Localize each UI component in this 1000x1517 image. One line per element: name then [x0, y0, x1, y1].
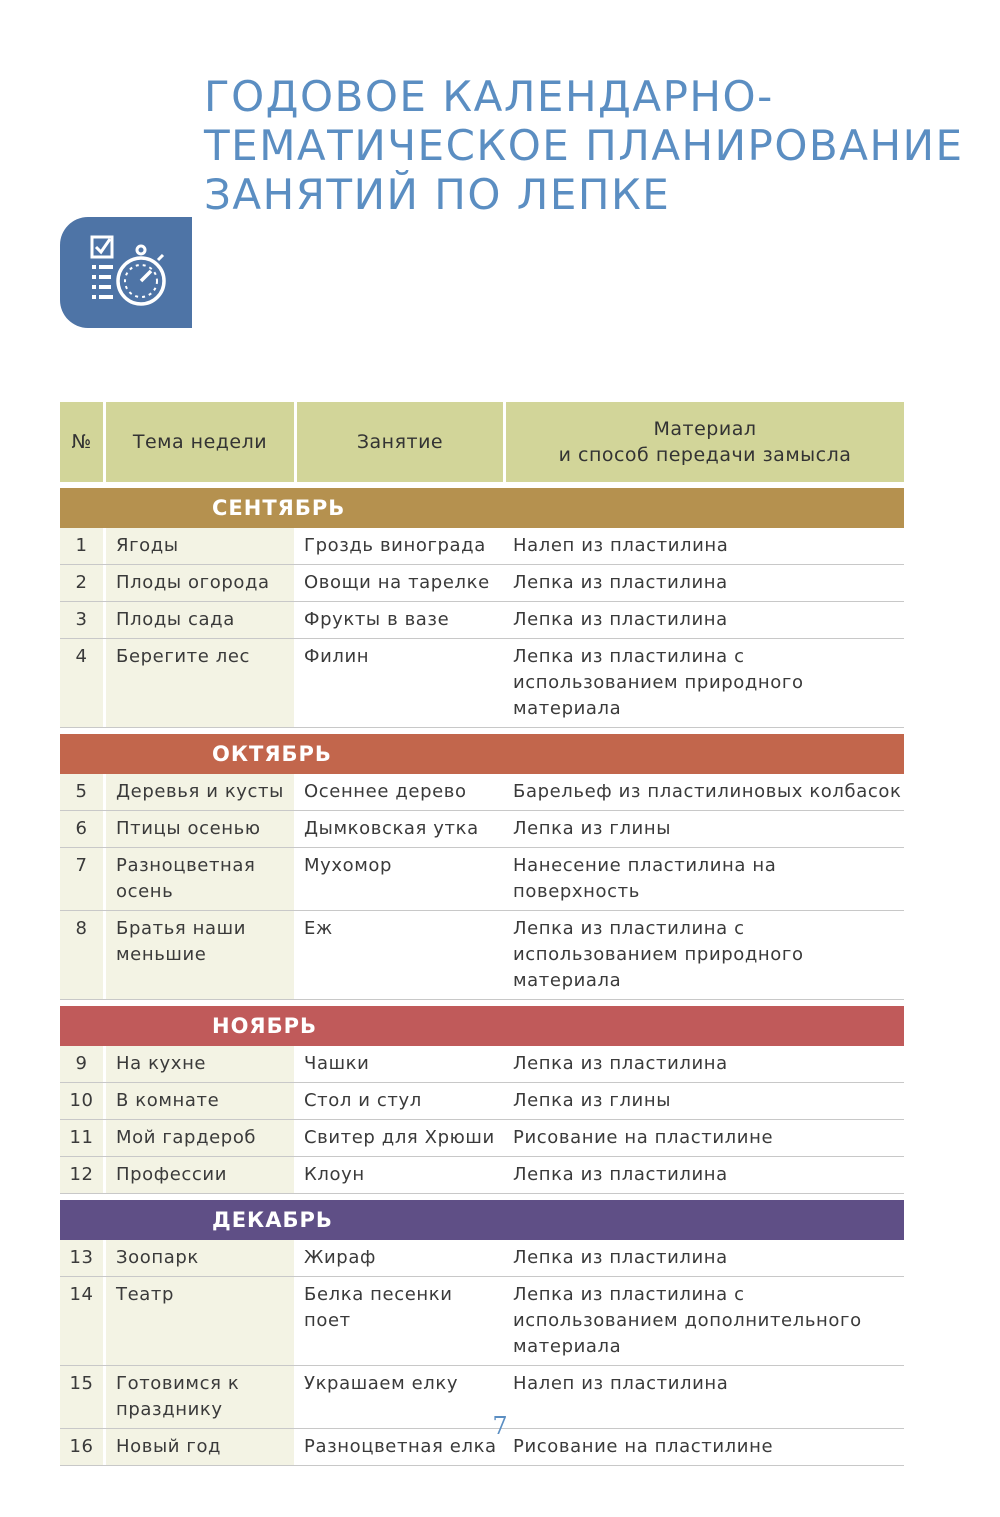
row-topic: Разноцветная осень — [106, 848, 294, 910]
row-material: Рисование на пластилине — [513, 1436, 774, 1457]
title-line-1: ГОДОВОЕ КАЛЕНДАРНО- — [204, 72, 774, 121]
header-material-line-1: Материал — [653, 418, 757, 440]
month-band: СЕНТЯБРЬ — [60, 488, 904, 528]
row-topic: Театр — [106, 1277, 294, 1365]
table-row — [60, 811, 904, 848]
row-lesson: Свитер для Хрюши — [304, 1127, 495, 1148]
row-topic: Братья наши меньшие — [106, 911, 294, 999]
table-row — [60, 1240, 904, 1277]
row-material: Рисование на пластилине — [513, 1127, 774, 1148]
table-row — [60, 565, 904, 602]
row-topic: В комнате — [106, 1083, 294, 1119]
section-icon-badge — [60, 217, 192, 328]
header-num: № — [60, 402, 103, 482]
month-band: НОЯБРЬ — [60, 1006, 904, 1046]
row-material: Налеп из пластилина — [513, 1373, 729, 1394]
row-material: Лепка из глины — [513, 818, 672, 839]
row-lesson: Мухомор — [304, 855, 393, 876]
row-material: Лепка из пластилина — [513, 609, 728, 630]
row-lesson: Белка песенки поет — [304, 1284, 453, 1331]
header-topic: Тема недели — [106, 402, 294, 482]
row-topic: Мой гардероб — [106, 1120, 294, 1156]
table-row — [60, 1083, 904, 1120]
table-row — [60, 1120, 904, 1157]
header-material — [506, 402, 904, 482]
row-material: Лепка из пластилина — [513, 572, 728, 593]
row-number: 16 — [60, 1429, 103, 1465]
row-number: 4 — [60, 639, 103, 727]
row-topic: Ягоды — [106, 528, 294, 564]
table-header — [60, 402, 904, 482]
row-material: Лепка из пластилина — [513, 1247, 728, 1268]
row-lesson: Фрукты в вазе — [304, 609, 450, 630]
row-material: Налеп из пластилина — [513, 535, 729, 556]
table-row — [60, 528, 904, 565]
row-topic: Новый год — [106, 1429, 294, 1465]
row-material: Барельеф из пластилиновых колбасок — [513, 781, 902, 802]
row-lesson: Дымковская утка — [304, 818, 479, 839]
row-number: 10 — [60, 1083, 103, 1119]
row-material: Лепка из пластилина с использованием природного материала — [513, 646, 804, 719]
title-line-3: ЗАНЯТИЙ ПО ЛЕПКЕ — [204, 170, 671, 219]
row-number: 13 — [60, 1240, 103, 1276]
month-band: ОКТЯБРЬ — [60, 734, 904, 774]
row-lesson: Стол и стул — [304, 1090, 422, 1111]
table-row — [60, 911, 904, 1000]
row-material: Нанесение пластилина на поверхность — [513, 855, 777, 902]
row-number: 9 — [60, 1046, 103, 1082]
row-topic: Плоды огорода — [106, 565, 294, 601]
month-band: ДЕКАБРЬ — [60, 1200, 904, 1240]
row-number: 11 — [60, 1120, 103, 1156]
row-material: Лепка из пластилина — [513, 1164, 728, 1185]
row-topic: Плоды сада — [106, 602, 294, 638]
table-row — [60, 639, 904, 728]
row-lesson: Гроздь винограда — [304, 535, 486, 556]
row-lesson: Осеннее дерево — [304, 781, 467, 802]
title-line-2: ТЕМАТИЧЕСКОЕ ПЛАНИРОВАНИЕ — [204, 121, 964, 170]
row-lesson: Еж — [304, 918, 333, 939]
row-topic: Берегите лес — [106, 639, 294, 727]
row-number: 7 — [60, 848, 103, 910]
row-number: 6 — [60, 811, 103, 847]
row-material: Лепка из пластилина — [513, 1053, 728, 1074]
row-material: Лепка из пластилина с использованием природного материала — [513, 918, 804, 991]
row-number: 12 — [60, 1157, 103, 1193]
row-topic: Птицы осенью — [106, 811, 294, 847]
row-topic: Деревья и кусты — [106, 774, 294, 810]
planning-table — [60, 402, 904, 1466]
row-number: 15 — [60, 1366, 103, 1428]
row-topic: Готовимся к празднику — [106, 1366, 294, 1428]
row-lesson: Украшаем елку — [304, 1373, 459, 1394]
row-number: 2 — [60, 565, 103, 601]
row-number: 5 — [60, 774, 103, 810]
row-number: 14 — [60, 1277, 103, 1365]
header-material-line-2: и способ передачи замысла — [558, 444, 852, 466]
table-row — [60, 1046, 904, 1083]
page-number: 7 — [492, 1412, 508, 1440]
header-lesson: Занятие — [297, 402, 503, 482]
table-row — [60, 1277, 904, 1366]
row-lesson: Клоун — [304, 1164, 365, 1185]
row-number: 1 — [60, 528, 103, 564]
row-lesson: Чашки — [304, 1053, 370, 1074]
table-row — [60, 602, 904, 639]
row-material: Лепка из пластилина с использованием дополнительного материала — [513, 1284, 862, 1357]
page-title — [204, 72, 964, 219]
row-lesson: Разноцветная елка — [304, 1436, 497, 1457]
row-lesson: Овощи на тарелке — [304, 572, 490, 593]
row-topic: Зоопарк — [106, 1240, 294, 1276]
table-row — [60, 1157, 904, 1194]
row-topic: Профессии — [106, 1157, 294, 1193]
checklist-stopwatch-icon — [84, 233, 168, 313]
row-number: 3 — [60, 602, 103, 638]
row-lesson: Филин — [304, 646, 370, 667]
row-number: 8 — [60, 911, 103, 999]
row-material: Лепка из глины — [513, 1090, 672, 1111]
row-topic: На кухне — [106, 1046, 294, 1082]
row-lesson: Жираф — [304, 1247, 376, 1268]
table-row — [60, 774, 904, 811]
table-row — [60, 848, 904, 911]
